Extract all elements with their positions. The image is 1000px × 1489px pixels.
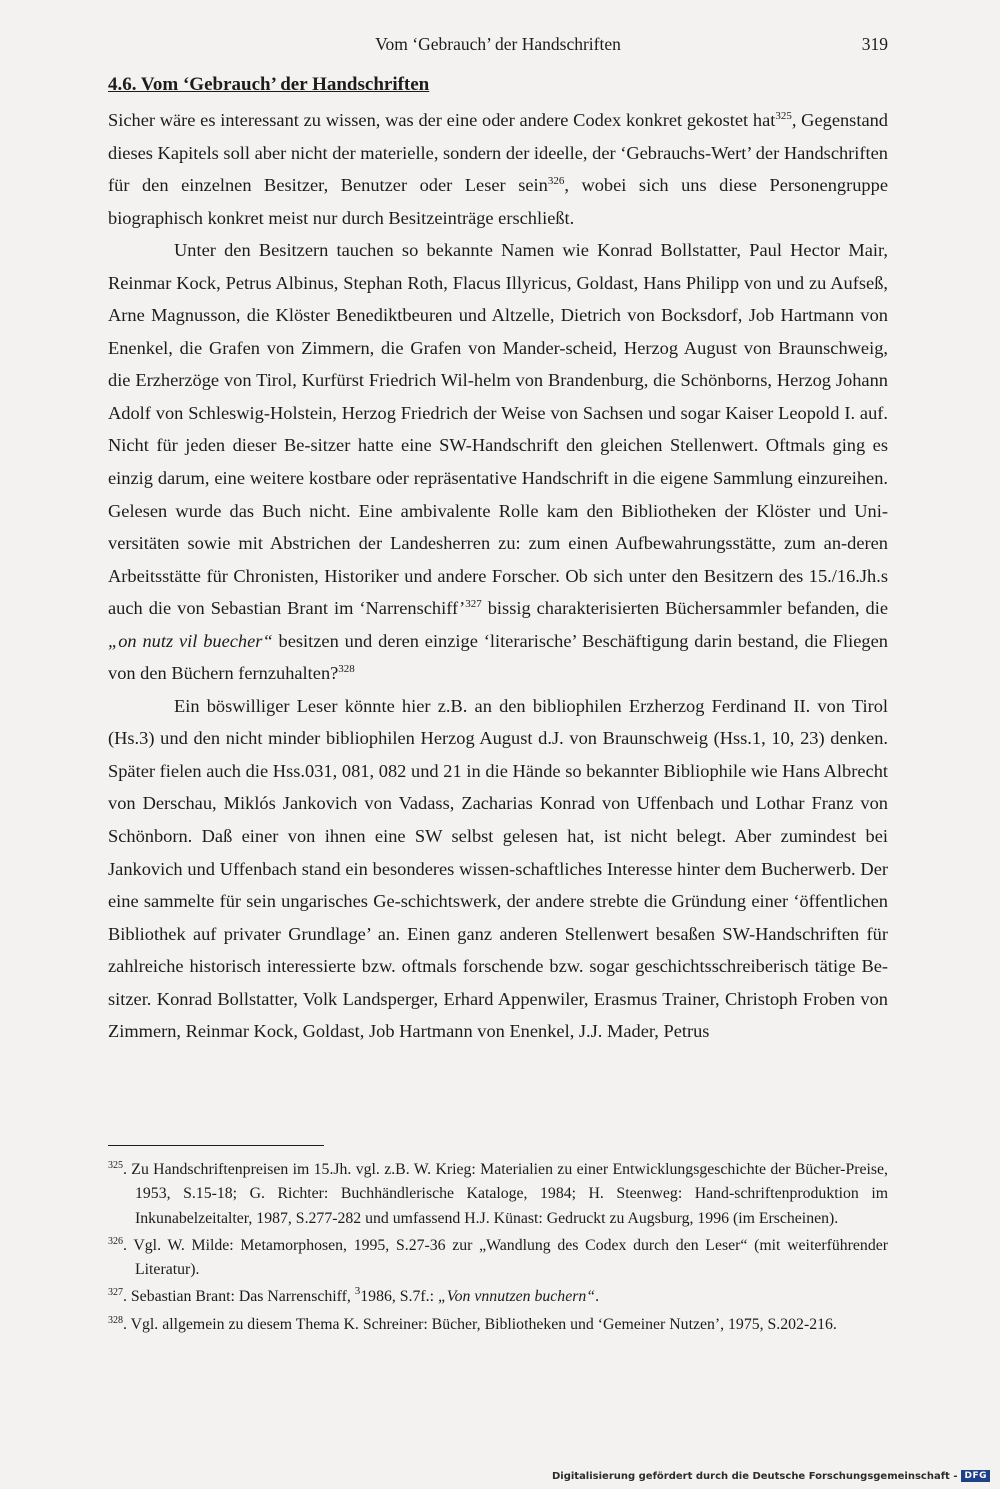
footnote-text: . Vgl. W. Milde: Metamorphosen, 1995, S.27-36 zur „Wandlung des Codex durch den Leser“ (mit weiterführender Literatur). bbox=[123, 1236, 888, 1279]
footnote-number-text: 326 bbox=[108, 1235, 123, 1247]
paragraph-text: besitzen und deren einzige ‘literarische’ Beschäftigung darin bestand, die Fliegen von den Büchern fernzuhalten? bbox=[108, 630, 888, 684]
quotation-italic: „on nutz vil buecher“ bbox=[108, 630, 273, 651]
footnote-text: . bbox=[595, 1288, 600, 1306]
paragraph-text: Unter den Besitzern tauchen so bekannte Namen wie Konrad Bollstatter, Paul Hector Mair, Reinmar Kock, Petrus Albinus, Stephan Roth, Flacus Illyricus, Goldast, Hans Philipp von und zu Aufseß, Arne Magnusson, die Klöster Benediktbeuren und Altzelle, Dietrich von Bocksdorf, Job Hartmann von Enenkel, die Grafen von Zimmern, die Grafen von Mander-scheid, Herzog August von Braunschweig, die Erzherzöge von Tirol, Kurfürst Friedrich Wil-helm von Brandenburg, die Schönborns, Herzog Johann Adolf von Schleswig-Holstein, Herzog Friedrich der Weise von Sachsen und sogar Kaiser Leopold I. auf. Nicht für jeden dieser Be-sitzer hatte eine SW-Handschrift den gleichen Stellenwert. Oftmals ging es einzig darum, eine weitere kostbare oder repräsentative Handschrift in die eigene Sammlung einzureihen. Gelesen wurde das Buch nicht. Eine ambivalente Rolle kam den Bibliotheken der Klöster und Uni-versitäten sowie mit Abstrichen der Landesherren zu: zum einen Aufbewahrungsstätte, zum an-deren Arbeitsstätte für Chronisten, Historiker und andere Forscher. Ob sich unter den Besitzern des 15./16.Jh.s auch die von Sebastian Brant im ‘Narrenschiff’ bbox=[108, 240, 888, 619]
section-heading: 4.6. Vom ‘Gebrauch’ der Handschriften bbox=[108, 74, 430, 95]
footnote-ref-328[interactable]: 328 bbox=[338, 663, 355, 676]
footnote-text: . Zu Handschriftenpreisen im 15.Jh. vgl. z.B. W. Krieg: Materialien zu einer Entwicklungsgeschichte der Bücher-Preise, 1953, S.15-18; G. Richter: Buchhändlerische Kataloge, 1984; H. Steenweg: Hand-schriftenproduktion im Inkunabelzeitalter, 1987, S.277-282 und umfassend H.J. Künast: Gedruckt zu Augsburg, 1996 (im Erscheinen). bbox=[123, 1161, 888, 1227]
footnote-divider bbox=[108, 1145, 324, 1146]
footnote-number-text: 325 bbox=[108, 1160, 123, 1171]
footnote-328 bbox=[108, 1313, 888, 1337]
footnote-327 bbox=[108, 1285, 888, 1309]
footnote-325 bbox=[108, 1158, 888, 1231]
footnote-ref-326[interactable]: 326 bbox=[547, 175, 565, 188]
footnote-ref-327[interactable]: 327 bbox=[465, 598, 482, 611]
dfg-logo-icon: DFG bbox=[961, 1470, 990, 1482]
footnote-number-text: 328 bbox=[108, 1314, 123, 1326]
running-title: Vom ‘Gebrauch’ der Handschriften bbox=[375, 34, 621, 54]
paragraph-2 bbox=[108, 234, 888, 690]
footnote-number bbox=[108, 1161, 123, 1178]
footnote-text: 1986, S.7f.: bbox=[360, 1288, 438, 1306]
body-text bbox=[108, 104, 888, 1048]
paragraph-text: Sicher wäre es interessant zu wissen, was der eine oder andere Codex konkret gekostet hat bbox=[108, 110, 776, 130]
credit-text: Digitalisierung gefördert durch die Deutsche Forschungsgemeinschaft - bbox=[551, 1470, 958, 1482]
footnote-ref-325[interactable]: 325 bbox=[775, 110, 792, 122]
footnotes bbox=[108, 1158, 888, 1340]
page-number: 319 bbox=[861, 34, 888, 54]
footnote-number bbox=[108, 1237, 123, 1254]
footnote-number-text: 327 bbox=[108, 1287, 123, 1299]
paragraph-text: bissig charakterisierten Büchersammler befanden, die bbox=[481, 598, 888, 619]
footnote-number bbox=[108, 1288, 123, 1305]
paragraph-text: , wobei sich uns diese Personengruppe biographisch konkret meist nur durch Besitzeinträge erschließt. bbox=[108, 175, 888, 228]
digitization-credit bbox=[552, 1470, 990, 1482]
quotation-italic: „Von vnnutzen buchern“ bbox=[437, 1288, 596, 1306]
paragraph-1 bbox=[108, 104, 888, 234]
paragraph-3: Ein böswilliger Leser könnte hier z.B. an den bibliophilen Erzherzog Ferdinand II. von Tirol (Hs.3) und den nicht minder bibliophilen Herzog August d.J. von Braunschweig (Hss.1, 10, 23) denken. Später fielen auch die Hss.031, 081, 082 und 21 in die Hände so bekannter Bibliophile wie Hans Albrecht von Derschau, Miklós Jankovich von Vadass, Zacharias Konrad von Uffenbach und Lothar Franz von Schönborn. Daß einer von ihnen eine SW selbst gelesen hat, ist nicht belegt. Aber zumindest bei Jankovich und Uffenbach stand ein besonderes wissen-schaftliches Interesse hinter dem Bucherwerb. Der eine sammelte für sein ungarisches Ge-schichtswerk, der andere strebte die Gründung einer ‘öffentlichen Bibliothek auf privater Grundlage’ an. Einen ganz anderen Stellenwert besaßen SW-Handschriften für zahlreiche historisch interessierte bzw. oftmals forschende bzw. sogar geschichtsschreiberisch tätige Be-sitzer. Konrad Bollstatter, Volk Landsperger, Erhard Appenwiler, Erasmus Trainer, Christoph Froben von Zimmern, Reinmar Kock, Goldast, Job Hartmann von Enenkel, J.J. Mader, Petrus bbox=[108, 695, 888, 1042]
running-header bbox=[108, 34, 888, 58]
edition-number: 3 bbox=[354, 1285, 361, 1298]
footnote-326 bbox=[108, 1234, 888, 1283]
footnote-text: . Sebastian Brant: Das Narrenschiff, bbox=[123, 1288, 355, 1306]
paragraph-text: , Gegenstand dieses Kapitels soll aber nicht der materielle, sondern der ideelle, der ‘Gebrauchs-Wert’ der Handschriften für den einzelnen Besitzer, Benutzer oder Leser sein bbox=[108, 110, 888, 196]
footnote-text: . Vgl. allgemein zu diesem Thema K. Schreiner: Bücher, Bibliotheken und ‘Gemeiner Nutzen’, 1975, S.202-216. bbox=[123, 1315, 837, 1333]
footnote-number bbox=[108, 1316, 123, 1333]
